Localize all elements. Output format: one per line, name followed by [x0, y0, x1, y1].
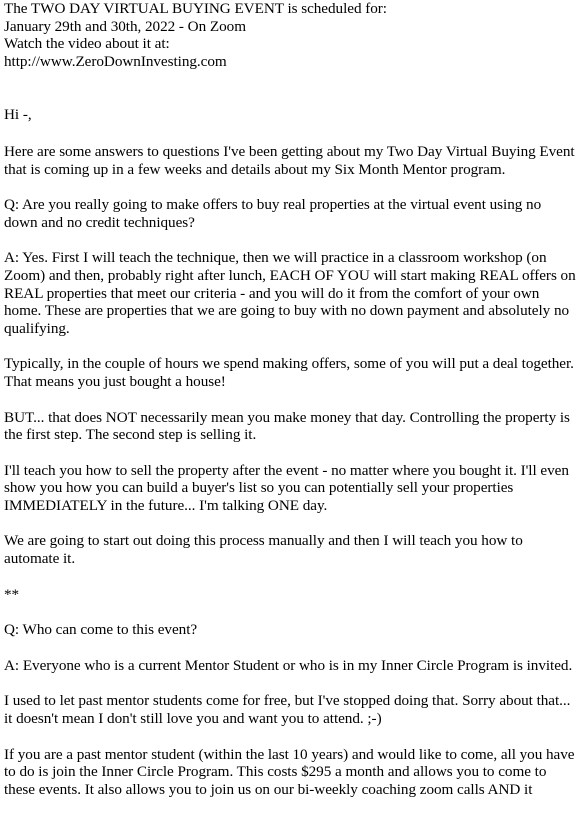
paragraph-automate: We are going to start out doing this process manually and then I will teach you how to automate it.	[4, 532, 523, 568]
paragraph-selling: BUT... that does NOT necessarily mean you make money that day. Controlling the property is the first step. The second step is selling it.	[4, 408, 570, 444]
paragraph-deal: Typically, in the couple of hours we spend making offers, some of you will put a deal together. That means you just bought a house!	[4, 355, 574, 390]
intro-paragraph: Here are some answers to questions I've been getting about my Two Day Virtual Buying Event that is coming up in a few weeks and details about my Six Month Mentor program.	[4, 142, 575, 178]
paragraph-inner-circle: If you are a past mentor student (within the last 10 years) and would like to come, all you have to do is join the Inner Circle Program. This costs $295 a month and allows you to come to these events. It also allows you to join us on our bi-weekly coaching zoom calls AND it	[4, 745, 575, 798]
greeting: Hi -,	[4, 106, 32, 124]
answer-offers: A: Yes. First I will teach the technique, then we will practice in a classroom workshop (on Zoom) and then, probably right after lunch, EACH OF YOU will start making REAL offers on REAL properties that meet our criteria - and you will do it from the comfort of your own home. These are properties that we are going to buy with no down payment and absolutely no qualifying.	[4, 249, 576, 337]
answer-who: A: Everyone who is a current Mentor Student or who is in my Inner Circle Program is invited.	[4, 656, 573, 674]
paragraph-past-students: I used to let past mentor students come for free, but I've stopped doing that. Sorry about that... it doesn't mean I don't still love you and want you to attend. ;-)	[4, 692, 571, 728]
paragraph-buyers-list: I'll teach you how to sell the property after the event - no matter where you bought it. I'll even show you how you can build a buyer's list so you can potentially sell your properties IMMEDIATELY in the future... I'm talking ONE day.	[4, 461, 569, 514]
event-title-line: The TWO DAY VIRTUAL BUYING EVENT is scheduled for:	[4, 0, 387, 17]
question-offers: Q: Are you really going to make offers to buy real properties at the virtual event using no down and no credit techniques?	[4, 196, 542, 231]
video-prompt-line: Watch the video about it at:	[4, 35, 170, 53]
email-body	[4, 0, 578, 816]
event-date-line: January 29th and 30th, 2022 - On Zoom	[4, 17, 246, 35]
website-link[interactable]: http://www.ZeroDownInvesting.com	[4, 52, 227, 70]
section-separator: **	[4, 585, 20, 603]
spacer	[4, 70, 578, 106]
question-who: Q: Who can come to this event?	[4, 621, 198, 639]
